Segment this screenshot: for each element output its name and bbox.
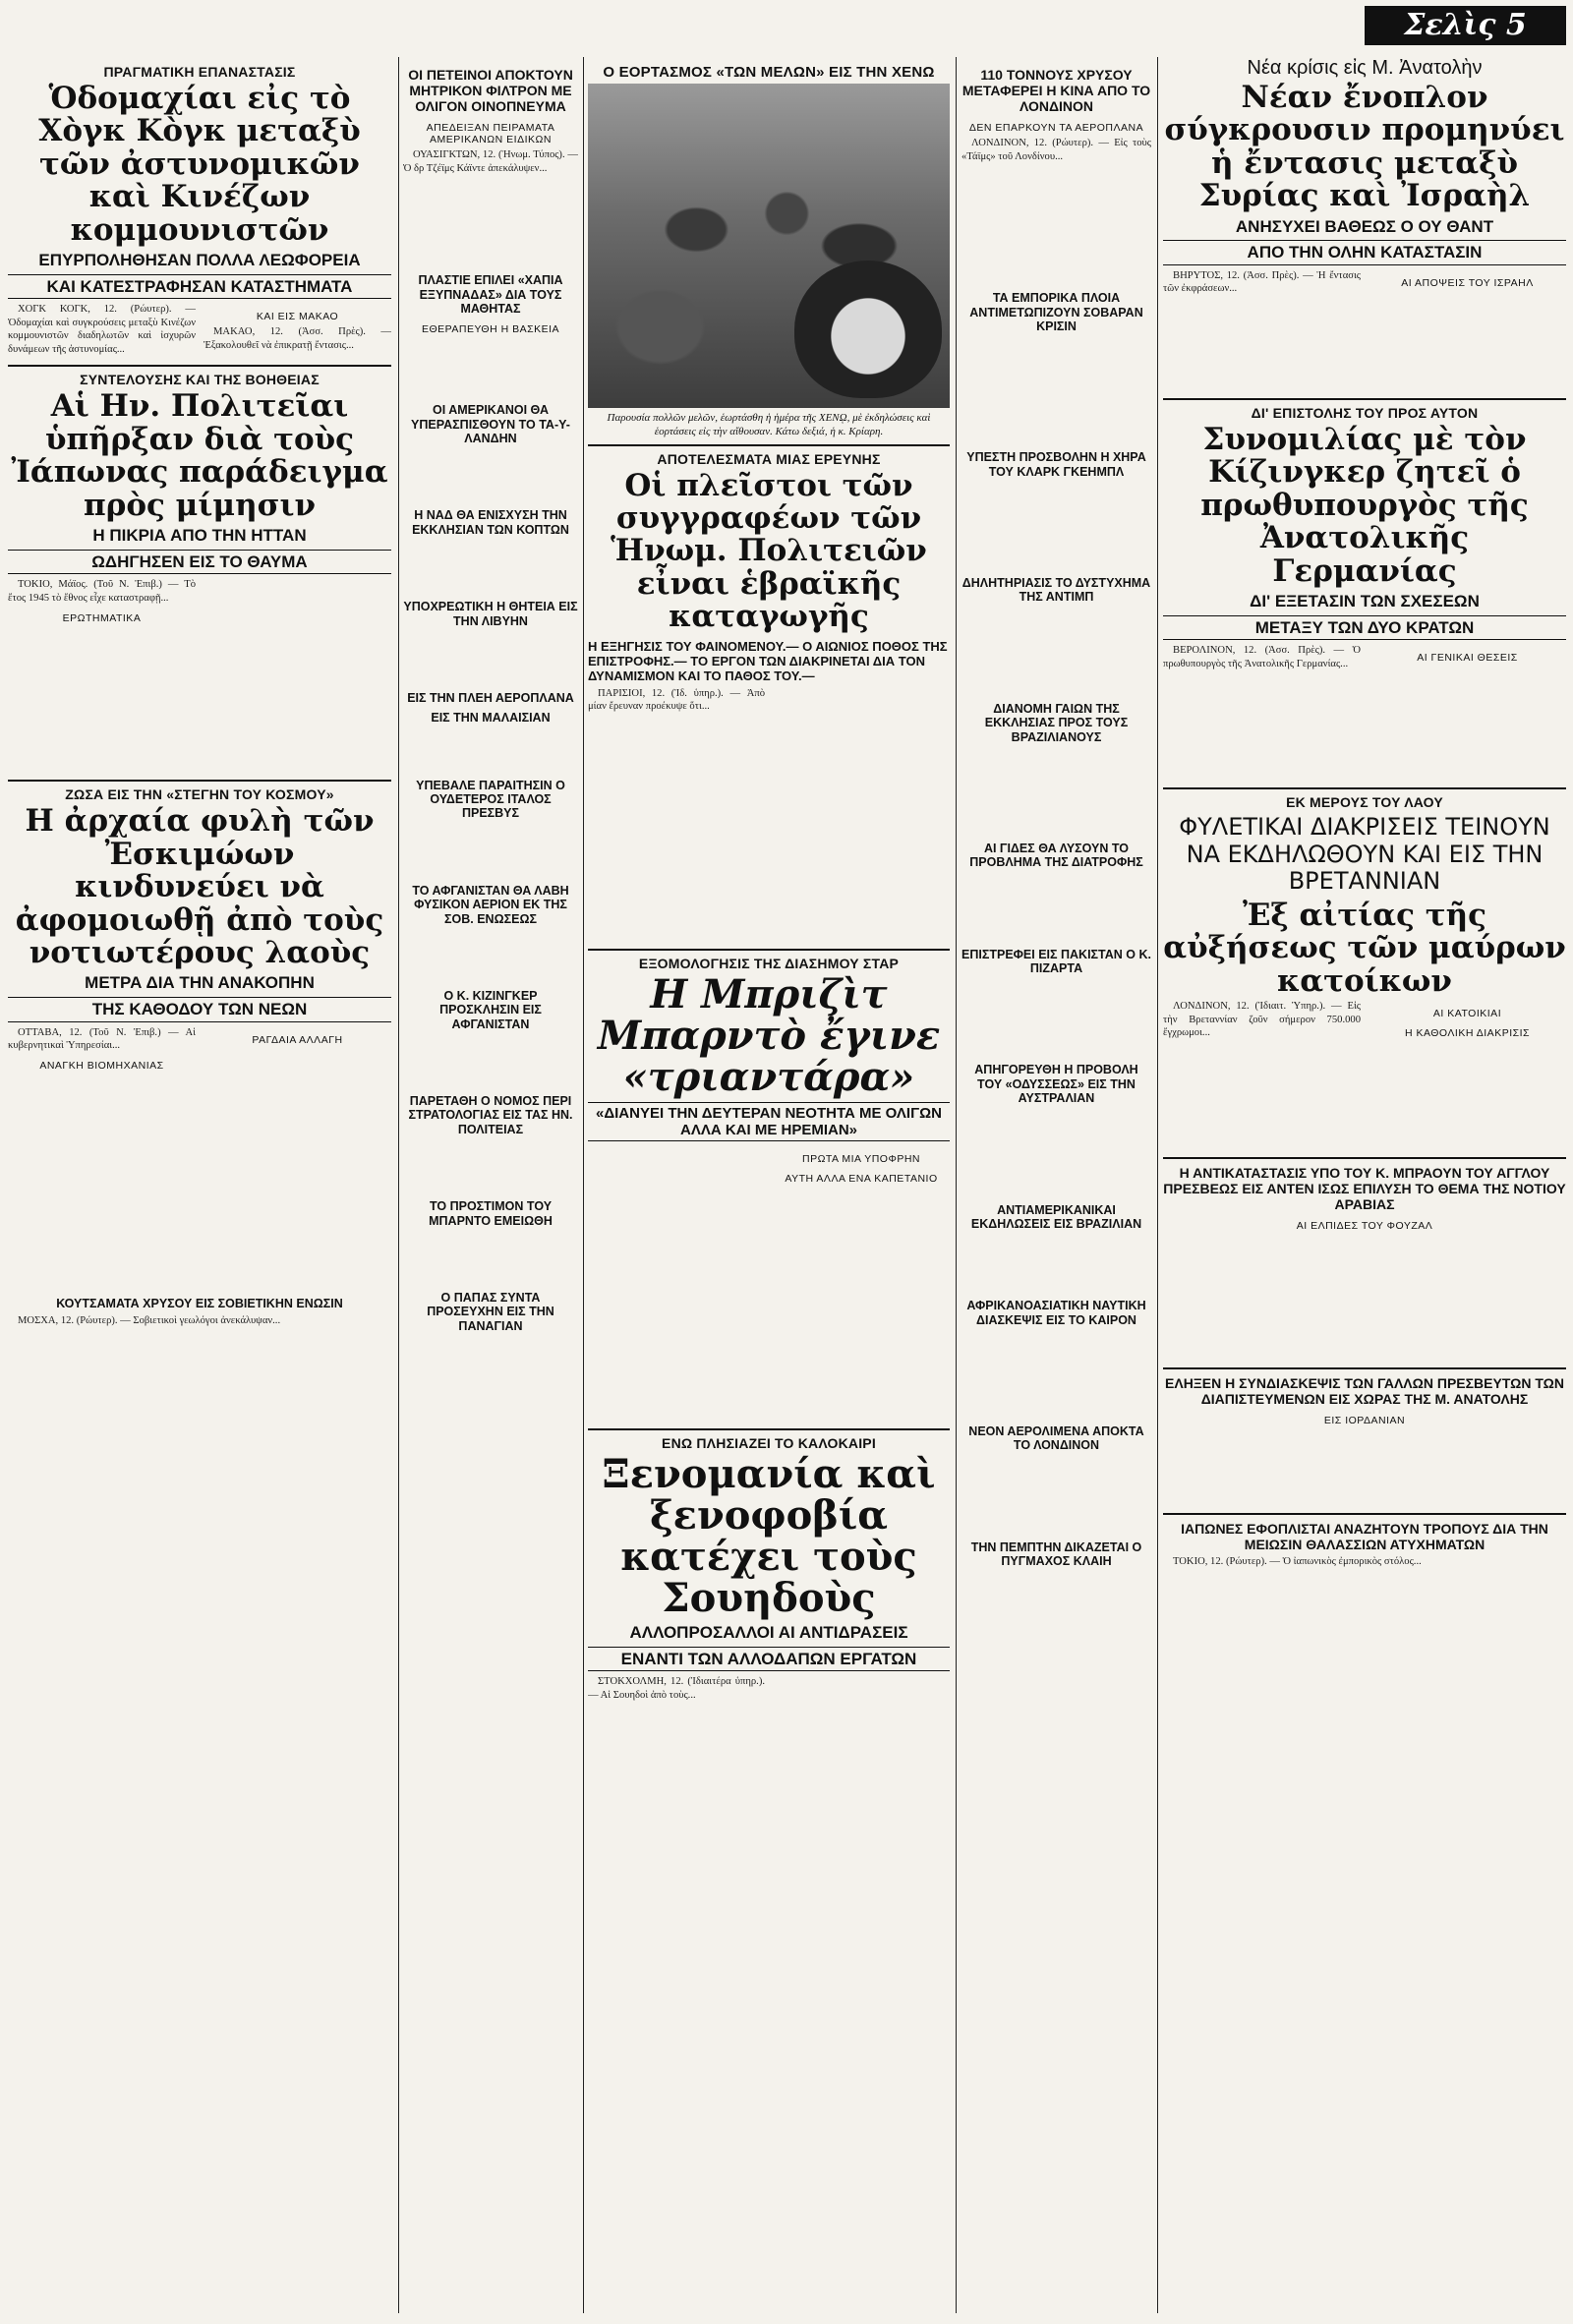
- article-lead: ΟΥΑΣΙΓΚΤΩΝ, 12. (Ἡνωμ. Τύπος). — Ὁ δρ Τζέϊμς Κάϊντε ἀπεκάλυψεν...: [403, 149, 578, 174]
- divider: [1163, 1513, 1566, 1515]
- article-deck: ΤΗΣ ΚΑΘΟΔΟΥ ΤΩΝ ΝΕΩΝ: [8, 997, 391, 1022]
- column-rule: [956, 57, 957, 2313]
- article-kicker: ΔΙ' ΕΠΙΣΤΟΛΗΣ ΤΟΥ ΠΡΟΣ ΑΥΤΟΝ: [1251, 404, 1479, 421]
- photo-kicker: Ο ΕΟΡΤΑΣΜΟΣ «ΤΩΝ ΜΕΛΩΝ» ΕΙΣ ΤΗΝ ΧΕΝΩ: [603, 64, 935, 81]
- column-rule: [1157, 57, 1158, 2313]
- article-headline: Συνομιλίας μὲ τὸν Κίζινγκερ ζητεῖ ὁ πρωθυπουργὸς τῆς Ἀνατολικῆς Γερμανίας: [1200, 421, 1529, 589]
- article-kicker: ΟΙ ΠΕΤΕΙΝΟΙ ΑΠΟΚΤΟΥΝ ΜΗΤΡΙΚΟΝ ΦΙΛΤΡΟΝ ΜΕ ΟΛΙΓΟΝ ΟΙΝΟΠΝΕΥΜΑ: [408, 67, 573, 115]
- subheading: ΑΙ ΓΕΝΙΚΑΙ ΘΕΣΕΙΣ: [1417, 652, 1518, 665]
- article-kicker: ΕΛΗΞΕΝ Η ΣΥΝΔΙΑΣΚΕΨΙΣ ΤΩΝ ΓΑΛΛΩΝ ΠΡΕΣΒΕΥΤΩΝ ΤΩΝ ΔΙΑΠΙΣΤΕΥΜΕΝΩΝ ΕΙΣ ΧΩΡΑΣ ΤΗΣ Μ. ΑΝΑΤΟΛΗΣ: [1165, 1375, 1564, 1408]
- article-deck: ΚΑΙ ΚΑΤΕΣΤΡΑΦΗΣΑΝ ΚΑΤΑΣΤΗΜΑΤΑ: [8, 274, 391, 300]
- article-lead: ΠΑΡΙΣΙΟΙ, 12. (Ἰδ. ὑπηρ.). — Ἀπὸ μίαν ἔρευναν προέκυψε ὅτι...: [588, 687, 765, 713]
- divider: [1163, 1157, 1566, 1159]
- article-headline: Η ἀρχαία φυλὴ τῶν Ἐσκιμώων κινδυνεύει νὰ ἀφομοιωθῇ ἀπὸ τοὺς νοτιωτέρους λαοὺς: [15, 803, 384, 970]
- article-headline: Οἱ πλεῖστοι τῶν συγγραφέων τῶν Ἡνωμ. Πολιτειῶν εἶναι ἑβραϊκῆς καταγωγῆς: [611, 467, 927, 635]
- body-text-block: [1163, 300, 1566, 393]
- article-kicker: ΑΠΗΓΟΡΕΥΘΗ Η ΠΡΟΒΟΛΗ ΤΟΥ «ΟΔΥΣΣΕΩΣ» ΕΙΣ ΤΗΝ ΑΥΣΤΡΑΛΙΑΝ: [974, 1063, 1138, 1106]
- article-kicker: ΚΟΥΤΣΑΜΑΤΑ ΧΡΥΣΟΥ ΕΙΣ ΣΟΒΙΕΤΙΚΗΝ ΕΝΩΣΙΝ: [56, 1297, 343, 1311]
- article-kicker: ΟΙ ΑΜΕΡΙΚΑΝΟΙ ΘΑ ΥΠΕΡΑΣΠΙΣΘΟΥΝ ΤΟ ΤΑ-Υ-ΛΑΝΔΗΝ: [411, 403, 570, 446]
- body-text-block: [403, 338, 578, 397]
- article-kicker: ΝΕΟΝ ΑΕΡΟΛΙΜΕΝΑ ΑΠΟΚΤΑ ΤΟ ΛΟΝΔΙΝΟΝ: [968, 1424, 1144, 1453]
- page-number-masthead: Σελὶς 5: [1365, 6, 1566, 45]
- divider: [1163, 787, 1566, 789]
- body-text-block: [403, 1139, 578, 1193]
- article-deck: ΜΕΤΡΑ ΔΙΑ ΤΗΝ ΑΝΑΚΟΠΗΝ: [85, 973, 315, 993]
- article-lead: ΤΟΚΙΟ, 12. (Ρώυτερ). — Ὁ ἰαπωνικὸς ἐμπορικὸς στόλος...: [1173, 1556, 1422, 1568]
- article-headline: Νέαν ἔνοπλον σύγκρουσιν προμηνύει ἡ ἔντασις μεταξὺ Συρίας καὶ Ἰσραὴλ: [1164, 80, 1565, 214]
- body-text-block: [961, 336, 1151, 444]
- body-text-block: [961, 482, 1151, 570]
- body-text-block: [8, 1075, 391, 1291]
- portrait-inset: [794, 261, 942, 398]
- article-deck: «ΔΙΑΝΥΕΙ ΤΗΝ ΔΕΥΤΕΡΑΝ ΝΕΟΤΗΤΑ ΜΕ ΟΛΙΓΩΝ ΑΛΛΑ ΚΑΙ ΜΕ ΗΡΕΜΙΑΝ»: [588, 1102, 950, 1142]
- body-text-block: [961, 608, 1151, 696]
- article-lead: ΛΟΝΔΙΝΟΝ, 12. (Ρώυτερ). — Εἰς τοὺς «Τάϊμς» τοῦ Λονδίνου...: [961, 138, 1151, 162]
- article-kicker: ΥΠΟΧΡΕΩΤΙΚΗ Η ΘΗΤΕΙΑ ΕΙΣ ΤΗΝ ΛΙΒΥΗΝ: [403, 600, 578, 628]
- subheading: ΑΙ ΑΠΟΨΕΙΣ ΤΟΥ ΙΣΡΑΗΛ: [1401, 276, 1534, 289]
- body-text-block: [403, 1231, 578, 1285]
- article-deck: Η ΠΙΚΡΙΑ ΑΠΟ ΤΗΝ ΗΤΤΑΝ: [92, 526, 307, 546]
- column-4: [961, 61, 1151, 2317]
- article-kicker: ΥΠΕΣΤΗ ΠΡΟΣΒΟΛΗΝ Η ΧΗΡΑ ΤΟΥ ΚΛΑΡΚ ΓΚΕΗΜΠΛ: [966, 450, 1146, 479]
- article-kicker: ΙΑΠΩΝΕΣ ΕΦΟΠΛΙΣΤΑΙ ΑΝΑΖΗΤΟΥΝ ΤΡΟΠΟΥΣ ΔΙΑ ΤΗΝ ΜΕΙΩΣΙΝ ΘΑΛΑΣΣΙΩΝ ΑΤΥΧΗΜΑΤΩΝ: [1181, 1521, 1548, 1553]
- article-lead: ΒΕΡΟΛΙΝΟΝ, 12. (Ἀσσ. Πρὲς). — Ὁ πρωθυπουργὸς τῆς Ἀνατολικῆς Γερμανίας...: [1163, 645, 1361, 669]
- body-text-block: [8, 627, 391, 775]
- article-deck: ΑΠΟ ΤΗΝ ΟΛΗΝ ΚΑΤΑΣΤΑΣΙΝ: [1163, 240, 1566, 265]
- subheading: ΚΑΙ ΕΙΣ ΜΑΚΑΟ: [256, 311, 339, 323]
- article-kicker: ΣΥΝΤΕΛΟΥΣΗΣ ΚΑΙ ΤΗΣ ΒΟΗΘΕΙΑΣ: [80, 372, 320, 388]
- body-text-block: [961, 747, 1151, 836]
- article-headline: Ἐξ αἰτίας τῆς αὐξήσεως τῶν μαύρων κατοίκων: [1163, 898, 1566, 999]
- article-kicker: ΑΦΡΙΚΑΝΟΑΣΙΑΤΙΚΗ ΝΑΥΤΙΚΗ ΔΙΑΣΚΕΨΙΣ ΕΙΣ ΤΟ ΚΑΙΡΟΝ: [966, 1299, 1146, 1327]
- article-headline: Ὁδομαχίαι εἰς τὸ Χὸγκ Κὸγκ μεταξὺ τῶν ἀστυνομικῶν καὶ Κινέζων κομμουνιστῶν: [38, 81, 361, 248]
- article-kicker: Ο ΠΑΠΑΣ ΣΥΝΤΑ ΠΡΟΣΕΥΧΗΝ ΕΙΣ ΤΗΝ ΠΑΝΑΓΙΑΝ: [427, 1290, 554, 1333]
- photo-caption: Παρουσία πολλῶν μελῶν, ἑωρτάσθη ἡ ἡμέρα τῆς ΧΕΝῼ, μὲ ἐκδηλώσεις καὶ ἑορτάσεις εἰς τὴν αἴθουσαν. Κάτω δεξιά, ἡ κ. Κρίαρη.: [607, 412, 931, 437]
- subheading: ΑΙ ΕΛΠΙΔΕΣ ΤΟΥ ΦΟΥΖΑΛ: [1296, 1220, 1433, 1233]
- body-text-block: [961, 1234, 1151, 1293]
- article-kicker: ΠΡΑΓΜΑΤΙΚΗ ΕΠΑΝΑΣΤΑΣΙΣ: [103, 64, 296, 80]
- article-kicker: ΤΑ ΕΜΠΟΡΙΚΑ ΠΛΟΙΑ ΑΝΤΙΜΕΤΩΠΙΖΟΥΝ ΣΟΒΑΡΑΝ ΚΡΙΣΙΝ: [969, 291, 1143, 333]
- body-text-block: [403, 631, 578, 685]
- article-body: [1163, 1000, 1566, 1043]
- article-lead: ΛΟΝΔΙΝΟΝ, 12. (Ἰδιαιτ. Ὑπηρ.). — Εἰς τὴν Βρεταννίαν ζοῦν σήμερον 750.000 ἔγχρωμοι...: [1163, 1001, 1361, 1039]
- article-kicker: ΕΙΣ ΤΗΝ ΜΑΛΑΙΣΙΑΝ: [431, 711, 551, 726]
- article-kicker: ΤΟ ΑΦΓΑΝΙΣΤΑΝ ΘΑ ΛΑΒΗ ΦΥΣΙΚΟΝ ΑΕΡΙΟΝ ΕΚ ΤΗΣ ΣΟΒ. ΕΝΩΣΕΩΣ: [412, 883, 569, 926]
- article-kicker: Ο Κ. ΚΙΖΙΝΓΚΕΡ ΠΡΟΣΚΛΗΣΙΝ ΕΙΣ ΑΦΓΑΝΙΣΤΑΝ: [439, 988, 542, 1031]
- article-kicker: ΔΙΑΝΟΜΗ ΓΑΙΩΝ ΤΗΣ ΕΚΚΛΗΣΙΑΣ ΠΡΟΣ ΤΟΥΣ ΒΡΑΖΙΛΙΑΝΟΥΣ: [984, 701, 1129, 744]
- body-text-block: [403, 448, 578, 502]
- body-text-block: [403, 1034, 578, 1088]
- subheading: ΠΡΩΤΑ ΜΙΑ ΥΠΟΦΡΗΝ: [801, 1153, 921, 1166]
- body-text-block: [1163, 674, 1566, 783]
- article-body: [588, 687, 950, 718]
- subheading: ΑΝΑΓΚΗ ΒΙΟΜΗΧΑΝΙΑΣ: [39, 1060, 164, 1073]
- divider: [588, 444, 950, 446]
- article-deck: ΕΝΑΝΤΙ ΤΩΝ ΑΛΛΟΔΑΠΩΝ ΕΡΓΑΤΩΝ: [588, 1647, 950, 1672]
- body-text-block: [1163, 1235, 1566, 1363]
- body-text-block: [1163, 1429, 1566, 1508]
- column-rule: [398, 57, 399, 2313]
- article-kicker: ΕΞΟΜΟΛΟΓΗΣΙΣ ΤΗΣ ΔΙΑΣΗΜΟΥ ΣΤΑΡ: [638, 955, 900, 971]
- article-deck: ΑΝΗΣΥΧΕΙ ΒΑΘΕΩΣ Ο ΟΥ ΘΑΝΤ: [1235, 216, 1494, 236]
- article-kicker: Η ΝΑΔ ΘΑ ΕΝΙΣΧΥΣΗ ΤΗΝ ΕΚΚΛΗΣΙΑΝ ΤΩΝ ΚΟΠΤΩΝ: [412, 508, 569, 537]
- article-kicker: ΕΙΣ ΤΗΝ ΠΛΕΗ ΑΕΡΟΠΛΑΝΑ: [407, 690, 574, 705]
- article-body: [8, 1026, 391, 1075]
- article-deck: ΜΕΤΑΞΥ ΤΩΝ ΔΥΟ ΚΡΑΤΩΝ: [1163, 615, 1566, 641]
- article-kicker: 110 ΤΟΝΝΟΥΣ ΧΡΥΣΟΥ ΜΕΤΑΦΕΡΕΙ Η ΚΙΝΑ ΑΠΟ ΤΟ ΛΟΝΔΙΝΟΝ: [961, 67, 1151, 115]
- column-rule: [583, 57, 584, 2313]
- body-text-block: [961, 1109, 1151, 1197]
- body-text-block: [961, 167, 1151, 285]
- divider: [588, 949, 950, 951]
- divider: [8, 365, 391, 367]
- body-text-block: [403, 929, 578, 983]
- body-text-block: [403, 824, 578, 878]
- article-body: [1163, 644, 1566, 674]
- column-2: [403, 61, 578, 2317]
- article-kicker: ΥΠΕΒΑΛΕ ΠΑΡΑΙΤΗΣΙΝ Ο ΟΥΔΕΤΕΡΟΣ ΙΤΑΛΟΣ ΠΡΕΣΒΥΣ: [416, 778, 565, 821]
- subheading: ΑΠΕΔΕΙΞΑΝ ΠΕΙΡΑΜΑΤΑ ΑΜΕΡΙΚΑΝΩΝ ΕΙΔΙΚΩΝ: [426, 122, 555, 146]
- article-deck: ΔΙ' ΕΞΕΤΑΣΙΝ ΤΩΝ ΣΧΕΣΕΩΝ: [1250, 592, 1480, 611]
- article-body: [1163, 269, 1566, 300]
- article-headline: Η Μπριζὶτ Μπαρντὸ ἔγινε «τριαντάρα»: [597, 970, 941, 1100]
- body-text-block: [588, 1188, 950, 1423]
- article-lead: ΧΟΓΚ ΚΟΓΚ, 12. (Ρώυτερ). — Ὁδομαχίαι καὶ συγκρούσεις μεταξὺ Κινέζων κομμουνιστῶν διαδηλωτῶν καὶ ἰσχυρῶν δυνάμεων τῆς ἀστυνομίας...: [8, 304, 196, 355]
- body-text: ΜΑΚΑΟ, 12. (Ἀσσ. Πρὲς). — Ἐξακολουθεῖ νὰ ἐπικρατῇ ἔντασις...: [204, 326, 391, 351]
- divider: [1163, 1367, 1566, 1369]
- body-text-block: [403, 540, 578, 594]
- column-1: [8, 61, 391, 2317]
- divider: [588, 1428, 950, 1430]
- body-text-block: [961, 873, 1151, 942]
- subheading: ΔΕΝ ΕΠΑΡΚΟΥΝ ΤΑ ΑΕΡΟΠΛΑΝΑ: [968, 122, 1144, 135]
- article-kicker: ΑΙ ΓΙΔΕΣ ΘΑ ΛΥΣΟΥΝ ΤΟ ΠΡΟΒΛΗΜΑ ΤΗΣ ΔΙΑΤΡΟΦΗΣ: [969, 841, 1143, 870]
- subheading: Η ΚΑΘΟΛΙΚΗ ΔΙΑΚΡΙΣΙΣ: [1404, 1027, 1531, 1040]
- subheading: ΕΡΩΤΗΜΑΤΙΚΑ: [62, 612, 142, 625]
- article-lead: ΟΤΤΑΒΑ, 12. (Τοῦ Ν. Ἐπιβ.) — Αἱ κυβερνητικαὶ Ὑπηρεσίαι...: [8, 1026, 196, 1052]
- section-topic: Νέα κρίσις εἰς Μ. Ἀνατολὴν: [1247, 57, 1483, 79]
- article-kicker: ΕΠΙΣΤΡΕΦΕΙ ΕΙΣ ΠΑΚΙΣΤΑΝ Ο Κ. ΠΙΖΑΡΤΑ: [961, 947, 1151, 976]
- article-kicker: ΖΩΣΑ ΕΙΣ ΤΗΝ «ΣΤΕΓΗΝ ΤΟΥ ΚΟΣΜΟΥ»: [65, 786, 334, 803]
- article-kicker: ΠΛΑΣΤΙΕ ΕΠΙΛΕΙ «ΧΑΠΙΑ ΕΞΥΠΝΑΔΑΣ» ΔΙΑ ΤΟΥΣ ΜΑΘΗΤΑΣ: [418, 273, 563, 316]
- article-lead: ΤΟΚΙΟ, Μάϊος. (Τοῦ Ν. Ἐπιβ.) — Τὸ ἔτος 1945 τὸ ἔθνος εἶχε καταστραφῇ...: [8, 579, 196, 604]
- article-body: [8, 578, 391, 627]
- article-body: [588, 1675, 950, 1706]
- body-text-block: [588, 718, 950, 944]
- article-kicker: ΤΗΝ ΠΕΜΠΤΗΝ ΔΙΚΑΖΕΤΑΙ Ο ΠΥΓΜΑΧΟΣ ΚΛΑΙΗ: [970, 1540, 1142, 1569]
- article-deck: ΩΔΗΓΗΣΕΝ ΕΙΣ ΤΟ ΘΑΥΜΑ: [8, 550, 391, 575]
- subheading: ΑΙ ΚΑΤΟΙΚΙΑΙ: [1432, 1008, 1502, 1020]
- subheading: ΕΘΕΡΑΠΕΥΘΗ Η ΒΑΣΚΕΙΑ: [422, 323, 559, 336]
- article-kicker: ΠΑΡΕΤΑΘΗ Ο ΝΟΜΟΣ ΠΕΡΙ ΣΤΡΑΤΟΛΟΓΙΑΣ ΕΙΣ ΤΑΣ ΗΝ. ΠΟΛΙΤΕΙΑΣ: [408, 1094, 573, 1136]
- body-text-block: [961, 1456, 1151, 1535]
- subheading: ΑΥΤΗ ΑΛΛΑ ΕΝΑ ΚΑΠΕΤΑΝΙΟ: [785, 1173, 938, 1186]
- article-kicker: ΕΚ ΜΕΡΟΥΣ ΤΟΥ ΛΑΟΥ: [1286, 794, 1443, 811]
- body-text-block: [961, 978, 1151, 1057]
- article-lead: ΒΗΡΥΤΟΣ, 12. (Ἀσσ. Πρὲς). — Ἡ ἔντασις τῶν ἐκφράσεων...: [1163, 269, 1361, 295]
- article-kicker: Η ΑΝΤΙΚΑΤΑΣΤΑΣΙΣ ΥΠΟ ΤΟΥ Κ. ΜΠΡΑΟΥΝ ΤΟΥ ΑΓΓΛΟΥ ΠΡΕΣΒΕΩΣ ΕΙΣ ΑΝΤΕΝ ΙΣΩΣ ΕΠΙΛΥΣΗ ΤΟ ΘΕΜΑ ΤΗΣ ΝΟΤΙΟΥ ΑΡΑΒΙΑΣ: [1163, 1164, 1566, 1212]
- article-kicker: ΑΠΟΤΕΛΕΣΜΑΤΑ ΜΙΑΣ ΕΡΕΥΝΗΣ: [657, 450, 881, 467]
- column-3: [588, 61, 950, 2317]
- divider: [8, 780, 391, 782]
- article-deck: ΑΛΛΟΠΡΟΣΑΛΛΟΙ ΑΙ ΑΝΤΙΔΡΑΣΕΙΣ: [629, 1623, 908, 1643]
- article-kicker: ΑΝΤΙΑΜΕΡΙΚΑΝΙΚΑΙ ΕΚΔΗΛΩΣΕΙΣ ΕΙΣ ΒΡΑΖΙΛΙΑΝ: [970, 1202, 1142, 1231]
- subheading: ΡΑΓΔΑΙΑ ΑΛΛΑΓΗ: [252, 1033, 343, 1046]
- subheading: ΕΙΣ ΙΟΡΔΑΝΙΑΝ: [1323, 1415, 1406, 1427]
- article-body: [588, 1145, 950, 1188]
- body-text-block: [1163, 1044, 1566, 1152]
- body-text-block: [403, 179, 578, 267]
- article-headline: Αἱ Ην. Πολιτεῖαι ὑπῆρξαν διὰ τοὺς Ἰάπωνας παράδειγμα πρὸς μίμησιν: [11, 388, 388, 523]
- article-kicker: ΕΝΩ ΠΛΗΣΙΑΖΕΙ ΤΟ ΚΑΛΟΚΑΙΡΙ: [662, 1435, 876, 1452]
- article-lead: ΜΟΣΧΑ, 12. (Ρώυτερ). — Σοβιετικοὶ γεωλόγοι ἀνεκάλυψαν...: [18, 1314, 281, 1326]
- divider: [1163, 398, 1566, 400]
- article-headline: Ξενομανία καὶ ξενοφοβία κατέχει τοὺς Σουηδοὺς: [602, 1451, 936, 1622]
- article-lead: ΣΤΟΚΧΟΛΜΗ, 12. (Ἰδιαιτέρα ὑπηρ.). — Αἱ Σουηδοὶ ἀπὸ τοὺς...: [588, 1676, 765, 1701]
- article-deck: ΕΠΥΡΠΟΛΗΘΗΣΑΝ ΠΟΛΛΑ ΛΕΩΦΟΡΕΙΑ: [38, 251, 361, 270]
- article-kicker: ΤΟ ΠΡΟΣΤΙΜΟΝ ΤΟΥ ΜΠΑΡΝΤΟ ΕΜΕΙΩΘΗ: [429, 1199, 553, 1228]
- body-text-block: [403, 728, 578, 773]
- body-text-block: [961, 1330, 1151, 1419]
- article-deck: Η ΕΞΗΓΗΣΙΣ ΤΟΥ ΦΑΙΝΟΜΕΝΟΥ.— Ο ΑΙΩΝΙΟΣ ΠΟΘΟΣ ΤΗΣ ΕΠΙΣΤΡΟΦΗΣ.— ΤΟ ΕΡΓΟΝ ΤΩΝ ΔΙΑΚΡΙΝΕΤΑΙ ΔΙΑ ΤΟΝ ΔΥΝΑΜΙΣΜΟΝ ΚΑΙ ΤΟ ΠΑΘΟΣ ΤΟΥ.—: [588, 638, 948, 683]
- column-5: [1163, 57, 1566, 2313]
- article-body: [8, 303, 391, 360]
- article-deck: ΦΥΛΕΤΙΚΑΙ ΔΙΑΚΡΙΣΕΙΣ ΤΕΙΝΟΥΝ ΝΑ ΕΚΔΗΛΩΘΟΥΝ ΚΑΙ ΕΙΣ ΤΗΝ ΒΡΕΤΑΝΝΙΑΝ: [1179, 813, 1550, 896]
- article-kicker: ΔΗΛΗΤΗΡΙΑΣΙΣ ΤΟ ΔΥΣΤΥΧΗΜΑ ΤΗΣ ΑΝΤΙΜΠ: [961, 576, 1151, 605]
- event-photo: [588, 84, 950, 408]
